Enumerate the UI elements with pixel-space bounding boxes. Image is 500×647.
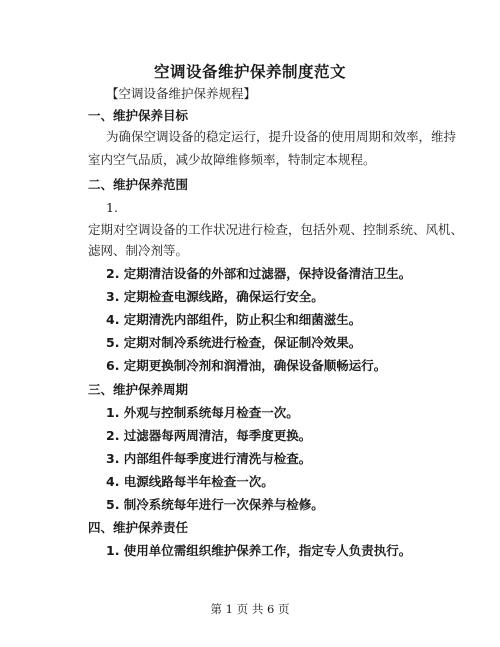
section2-item1-line1: 定期对空调设备的工作状况进行检查，包括外观、控制系统、风机、: [88, 222, 464, 237]
section3-item: 5. 制冷系统每年进行一次保养与检修。: [106, 497, 324, 512]
section4-heading: 四、维护保养责任: [88, 520, 189, 535]
section2-item: 6. 定期更换制冷剂和润滑油，确保设备顺畅运行。: [106, 358, 387, 373]
section4-item: 1. 使用单位需组织维护保养工作，指定专人负责执行。: [106, 543, 412, 558]
section3-item: 1. 外观与控制系统每月检查一次。: [106, 405, 299, 420]
section2-item: 4. 定期清洗内部组件，防止积尘和细菌滋生。: [106, 312, 362, 327]
section3-heading: 三、维护保养周期: [88, 382, 189, 397]
document-subtitle: 【空调设备维护保养规程】: [106, 86, 257, 101]
section3-item: 3. 内部组件每季度进行清洗与检查。: [106, 451, 312, 466]
section2-item: 3. 定期检查电源线路，确保运行安全。: [106, 289, 324, 304]
section2-item: 2. 定期清洁设备的外部和过滤器，保持设备清洁卫生。: [106, 266, 412, 281]
section1-paragraph-line2: 室内空气品质，减少故障维修频率，特制定本规程。: [88, 152, 376, 167]
section2-item1-line2: 滤网、制冷剂等。: [88, 243, 189, 258]
section2-heading: 二、维护保养范围: [88, 177, 189, 192]
page-footer: 第 1 页 共 6 页: [210, 602, 290, 616]
document-title: 空调设备维护保养制度范文: [153, 63, 346, 81]
section1-heading: 一、维护保养目标: [88, 108, 189, 123]
section3-item: 4. 电源线路每半年检查一次。: [106, 474, 274, 489]
section3-item: 2. 过滤器每两周清洁，每季度更换。: [106, 428, 312, 443]
section2-item: 5. 定期对制冷系统进行检查，保证制冷效果。: [106, 335, 362, 350]
section1-paragraph-line1: 为确保空调设备的稳定运行，提升设备的使用周期和效率，维持: [106, 129, 457, 144]
section2-item1-number: 1.: [106, 200, 118, 215]
